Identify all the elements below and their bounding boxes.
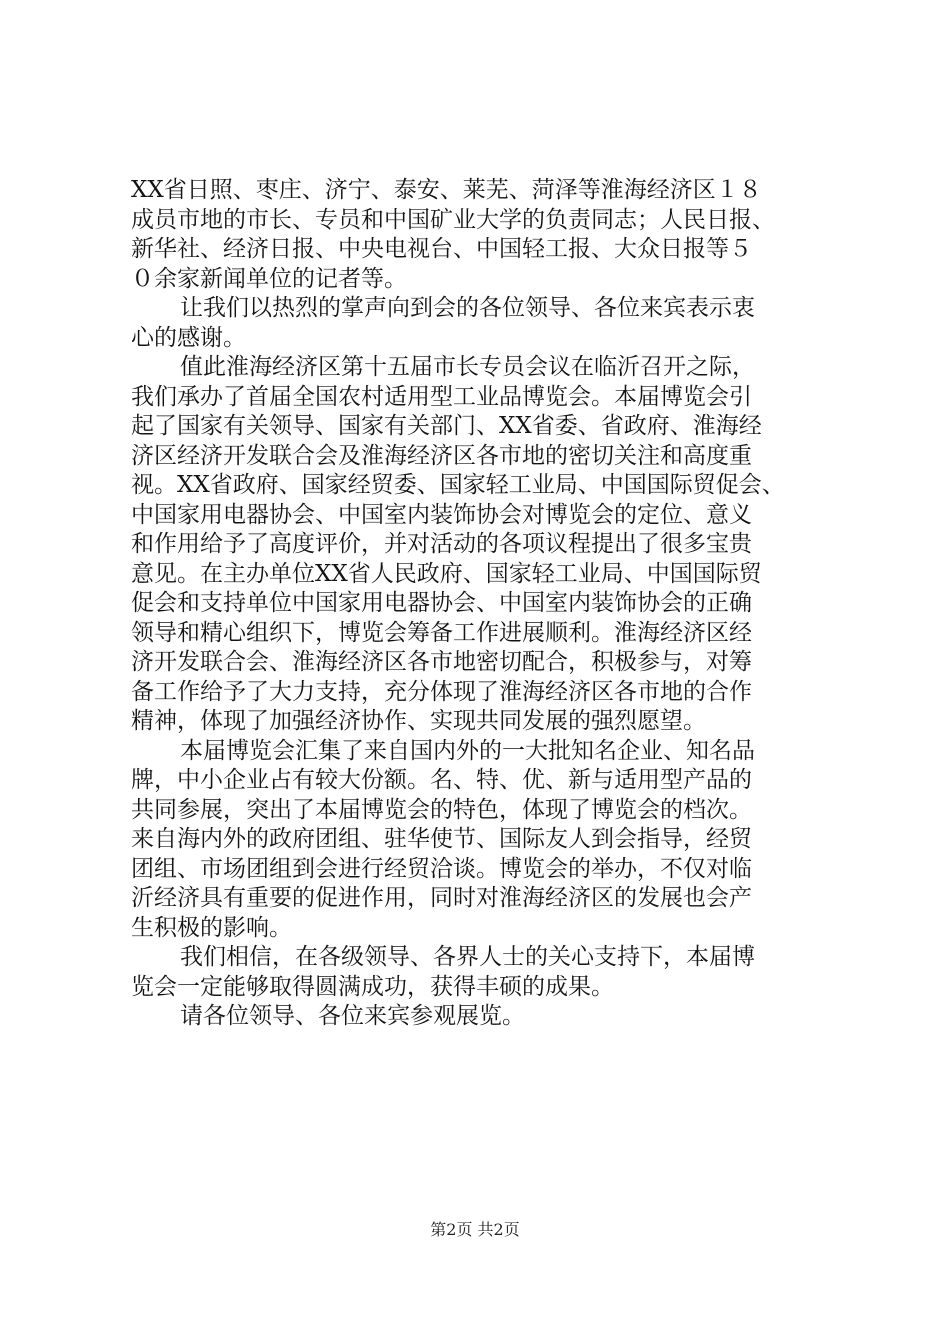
paragraph-first-line: 我们相信，在各级领导、各界人士的关心支持下，本届博 (180, 944, 755, 970)
text-line: 领导和精心组织下，博览会筹备工作进展顺利。淮海经济区经 (131, 619, 752, 646)
text-line: 济区经济开发联合会及淮海经济区各市地的密切关注和高度重 (131, 442, 752, 469)
text-line: 意见。在主办单位XX省人民政府、国家轻工业局、中国国际贸 (131, 560, 762, 587)
text-line: 济开发联合会、淮海经济区各市地密切配合，积极参与，对筹 (131, 649, 752, 675)
page-number-footer: 第2页 共2页 (430, 1220, 520, 1239)
paragraph-first-line: 让我们以热烈的掌声向到会的各位领导、各位来宾表示衷 (180, 295, 755, 321)
paragraph-first-line: 请各位领导、各位来宾参观展览。 (180, 1003, 525, 1029)
text-line: 新华社、经济日报、中央电视台、中国轻工报、大众日报等５ (131, 236, 752, 262)
text-line: 促会和支持单位中国家用电器协会、中国室内装饰协会的正确 (131, 590, 752, 616)
text-line: 沂经济具有重要的促进作用，同时对淮海经济区的发展也会产 (131, 885, 752, 911)
text-line: 备工作给予了大力支持，充分体现了淮海经济区各市地的合作 (131, 678, 752, 705)
paragraph-first-line: 值此淮海经济区第十五届市长专员会议在临沂召开之际， (180, 354, 755, 380)
text-line: 览会一定能够取得圆满成功，获得丰硕的成果。 (131, 973, 614, 1000)
text-line: 精神，体现了加强经济协作、实现共同发展的强烈愿望。 (131, 708, 706, 734)
text-line: 视。XX省政府、国家经贸委、国家轻工业局、中国国际贸促会、 (131, 472, 785, 498)
text-line: ０余家新闻单位的记者等。 (131, 265, 407, 292)
text-line: 中国家用电器协会、中国室内装饰协会对博览会的定位、意义 (131, 501, 752, 528)
document-body (131, 176, 831, 1032)
text-line: 我们承办了首届全国农村适用型工业品博览会。本届博览会引 (131, 383, 752, 410)
text-line: 牌，中小企业占有较大份额。名、特、优、新与适用型产品的 (131, 767, 752, 793)
text-line: 起了国家有关领导、国家有关部门、XX省委、省政府、淮海经 (131, 413, 762, 439)
text-line: 生积极的影响。 (131, 914, 292, 941)
text-line: 共同参展，突出了本届博览会的特色，体现了博览会的档次。 (131, 796, 752, 823)
text-line: XX省日照、枣庄、济宁、泰安、莱芜、菏泽等淮海经济区１８ (131, 177, 762, 203)
text-line: 心的感谢。 (131, 324, 246, 351)
text-line: 和作用给予了高度评价，并对活动的各项议程提出了很多宝贵 (131, 531, 752, 557)
text-line: 来自海内外的政府团组、驻华使节、国际友人到会指导，经贸 (131, 826, 752, 852)
text-line: 成员市地的市长、专员和中国矿业大学的负责同志；人民日报、 (131, 206, 775, 233)
paragraph-first-line: 本届博览会汇集了来自国内外的一大批知名企业、知名品 (180, 737, 755, 764)
text-line: 团组、市场团组到会进行经贸洽谈。博览会的举办，不仅对临 (131, 855, 752, 882)
